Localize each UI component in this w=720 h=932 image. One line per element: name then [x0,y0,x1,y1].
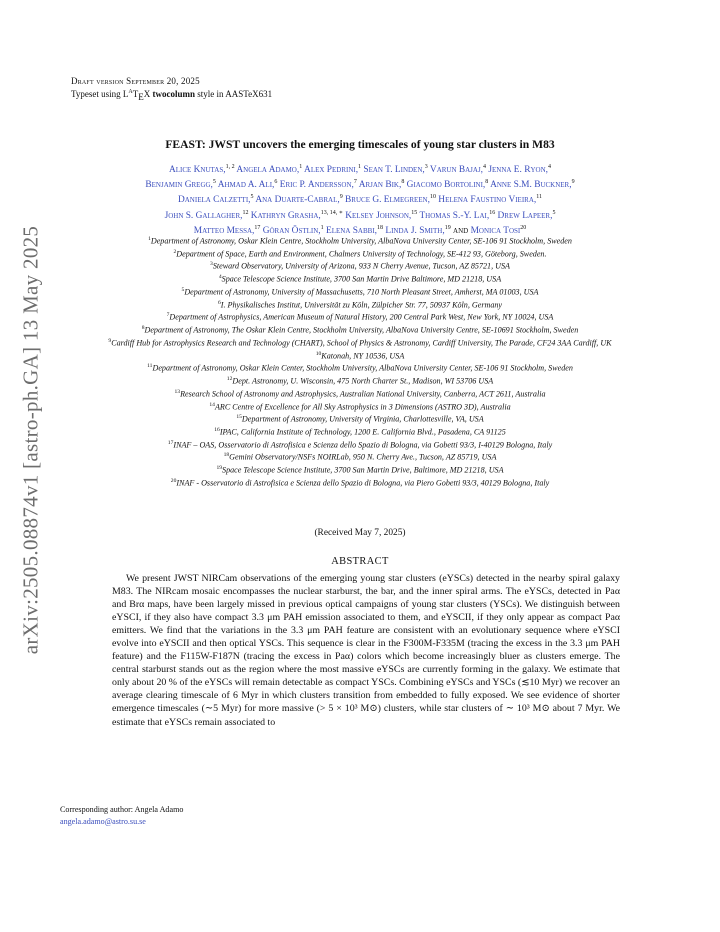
affiliation-item [56,272,664,285]
affiliation-text: Cardiff Hub for Astrophysics Research and Technology (CHART), School of Physics & Astronomy, Cardiff University, The Parade, CF24 3AA Cardiff, UK [111,338,612,348]
author-affiliation-mark: 1 [299,164,303,170]
affiliation-item [56,425,664,438]
author-line [60,191,660,206]
author-name[interactable]: Drew Lapeer, [497,210,553,221]
affiliation-text: Dept. Astronomy, U. Wisconsin, 475 North Charter St., Madison, WI 53706 USA [232,376,494,386]
author-name[interactable]: Sean T. Linden, [363,165,425,176]
author-name: and [453,226,469,236]
affiliation-text: Research School of Astronomy and Astrophysics, Australian National University, Canberra, ACT 2611, Australia [180,389,546,399]
author-name[interactable]: Kelsey Johnson, [345,210,412,221]
author-line [60,176,660,191]
author-line [60,207,660,222]
author-name[interactable]: Bruce G. Elmegreen, [345,195,430,206]
affiliation-number: 7 [166,312,170,319]
draft-header [71,76,272,103]
author-affiliation-mark: 7 [353,179,357,186]
arxiv-identifier: arXiv:2505.08874v1 [astro-ph.GA] 13 May 2025 [18,225,43,655]
author-affiliation-mark: 1 [320,224,324,231]
draft-version-line: Draft version September 20, 2025 [71,76,200,86]
author-affiliation-mark: 16 [489,209,496,216]
author-affiliation-mark: 3 [424,164,428,170]
latex-logo: $L^AT_EX$ [122,89,151,102]
author-affiliation-mark: 9 [339,194,343,201]
affiliation-number: 17 [167,439,174,446]
affiliation-number: 6 [217,299,221,306]
arxiv-sidebar [11,225,51,655]
affiliation-item [56,234,664,247]
author-name[interactable]: Ana Duarte-Cabral, [255,195,340,206]
author-name[interactable]: Thomas S.-Y. Lai, [419,210,490,221]
affiliation-item [56,438,664,451]
author-name[interactable]: Helena Faustino Vieira, [438,195,537,206]
corresponding-author [60,804,183,828]
affiliation-item [56,400,664,413]
author-name[interactable]: Angela Adamo, [236,165,300,176]
affiliation-list [56,234,664,489]
author-name[interactable]: Elena Sabbi, [325,226,377,236]
author-name[interactable]: Eric P. Andersson, [279,180,354,191]
affiliation-number: 13 [174,388,181,395]
affiliation-text: Department of Astronomy, Oskar Klein Center, Stockholm University, AlbaNova University Center, SE-106 91 Stockholm, Sweden [152,364,573,374]
author-name[interactable]: Alex Pedrini, [304,165,359,176]
author-name[interactable]: Alice Knutas, [169,165,226,176]
affiliation-number: 2 [173,248,177,255]
affiliation-number: 20 [170,477,177,484]
author-affiliation-mark: 10 [429,194,436,201]
affiliation-number: 3 [210,261,213,268]
affiliation-text: Department of Astronomy, The Oskar Klein Centre, Stockholm University, AlbaNova University Centre, SE-10691 Stockholm, Sweden [144,325,579,335]
author-name[interactable]: Benjamin Gregg, [145,180,213,191]
affiliation-text: Department of Space, Earth and Environment, Chalmers University of Technology, SE-412 93, Göteborg, Sweden. [176,249,547,259]
affiliation-item [56,323,664,336]
affiliation-item [56,259,664,272]
affiliation-item [56,412,664,425]
affiliation-number: 19 [216,465,223,472]
received-date: (Received May 7, 2025) [314,528,406,538]
affiliation-item [56,387,664,400]
affiliation-item [56,247,664,260]
affiliation-text: Katonah, NY 10536, USA [321,351,405,361]
affiliation-item [56,336,664,349]
affiliation-number: 11 [147,363,153,370]
author-affiliation-mark: 6 [274,179,278,186]
author-name[interactable]: Giacomo Bortolini, [406,180,486,191]
affiliation-number: 4 [218,274,222,281]
author-affiliation-mark: 9 [571,179,575,186]
corresponding-author-email[interactable]: angela.adamo@astro.su.se [60,817,146,826]
author-affiliation-mark: 5 [250,194,254,201]
author-affiliation-mark: 19 [444,224,451,231]
affiliation-number: 15 [236,414,242,421]
author-name[interactable]: Arjan Bik, [358,180,402,191]
affiliation-item [56,374,664,387]
affiliation-item [56,349,664,362]
author-name[interactable]: Matteo Messa, [193,226,255,236]
affiliation-number: 5 [181,286,185,293]
author-affiliation-mark: 13, 14, ∗ [320,209,343,216]
author-affiliation-mark: 15 [411,209,418,216]
paper-title: FEAST: JWST uncovers the emerging timescales of young star clusters in M83 [165,138,555,151]
affiliation-item [56,298,664,311]
author-name[interactable]: Daniela Calzetti, [177,195,251,206]
affiliation-text: Space Telescope Science Institute, 3700 San Martin Drive, Baltimore, MD 21218, USA [222,465,504,475]
author-affiliation-mark: 12 [242,209,249,216]
affiliation-text: I. Physikalisches Institut, Universität zu Köln, Zülpicher Str. 77, 50937 Köln, Germany [220,300,503,310]
abstract-text: We present JWST NIRCam observations of the emerging young star clusters (eYSCs) detected in the nearby spiral galaxy M83. The NIRcam mosaic encompasses the nuclear starburst, the bar, and the inner spiral arms. The eYSCs, detected in Paα and Brα maps, have been largely missed in previous optical campaigns of young star clusters (YSCs). We distinguish between eYSCI, if they also have compact 3.3 μm PAH emission associated to them, and eYSCII, if they only appear as compact Paα emitters. We find that the variations in the 3.3 μm PAH feature are consistent with an evolutionary sequence where eYSCI evolve into eYSCII and then optical YSCs. This sequence is clear in the F300M-F335M (tracing the excess in the 3.3 μm PAH feature) and the F115W-F187N (tracing the excess in Paα) colors which become increasingly bluer as clusters emerge. The central starburst stands out as the region where the most massive eYSCs are currently forming in the galaxy. We estimate that only about 20 % of the eYSCs will remain detectable as compact YSCs. Combining eYSCs and YSCs (≲10 Myr) we recover an average clearing timescale of 6 Myr in which clusters transition from embedded to fully exposed. We see evidence of shorter emergence timescales (∼5 Myr) for more massive (> 5 × 10³ M⊙) clusters, while star clusters of ∼ 10³ M⊙ about 7 Myr. We estimate that eYSCs remain associated to [112,573,620,728]
affiliation-item [56,476,664,489]
author-line [60,161,660,176]
author-affiliation-mark: 8 [485,179,489,186]
affiliation-number: 9 [108,337,112,344]
author-affiliation-mark: 1 [358,164,362,170]
affiliation-number: 12 [226,376,233,383]
affiliation-text: Gemini Observatory/NSFs NOIRLab, 950 N. Cherry Ave., Tucson, AZ 85719, USA [229,453,497,463]
affiliation-number: 14 [209,401,215,408]
affiliation-text: ARC Centre of Excellence for All Sky Astrophysics in 3 Dimensions (ASTRO 3D), Australia [214,402,511,412]
affiliation-item [56,463,664,476]
affiliation-item [56,361,664,374]
affiliation-number: 18 [223,452,230,459]
author-affiliation-mark: 4 [483,164,487,170]
affiliation-item [56,310,664,323]
author-name[interactable]: Jenna E. Ryon, [488,165,548,176]
author-affiliation-mark: 8 [401,179,405,186]
affiliation-text: IPAC, California Institute of Technology, 1200 E. California Blvd., Pasadena, CA 91125 [219,427,506,437]
affiliation-item [56,285,664,298]
affiliation-number: 1 [148,236,151,242]
corresponding-author-label: Corresponding author: Angela Adamo [60,805,184,814]
author-name[interactable]: Varun Bajaj, [429,165,484,176]
author-name[interactable]: Göran Östlin, [262,226,321,236]
affiliation-text: Department of Astrophysics, American Museum of Natural History, 200 Central Park West, New York, NY 10024, USA [169,313,554,323]
author-affiliation-mark: 1, 2 [225,164,235,170]
author-affiliation-mark: 20 [520,224,527,231]
author-name[interactable]: Monica Tosi [470,226,521,236]
typeset-line: Typeset using $L^AT_EX$ twocolumn style in AASTeX631 [71,89,273,102]
author-list [60,161,660,237]
author-affiliation-mark: 4 [548,164,551,170]
abstract-heading: ABSTRACT [331,556,389,567]
typeset-style: twocolumn [152,89,195,99]
author-affiliation-mark: 18 [377,224,383,231]
affiliation-text: Department of Astronomy, University of Massachusetts, 710 North Pleasant Street, Amherst, MA 01003, USA [184,287,539,297]
author-affiliation-mark: 5 [212,179,216,186]
affiliation-text: INAF – OAS, Osservatorio di Astrofisica e Scienza dello Spazio di Bologna, via Gobetti 93/3, I-40129 Bologna, Italy [173,440,553,450]
author-name[interactable]: John S. Gallagher, [164,210,243,221]
author-name[interactable]: Anne S.M. Buckner, [490,180,572,191]
affiliation-item [56,450,664,463]
affiliation-text: INAF - Osservatorio di Astrofisica e Scienza dello Spazio di Bologna, via Piero Gobetti 93/3, 40129 Bologna, Italy [176,478,550,488]
affiliation-number: 8 [141,325,145,332]
affiliation-text: Department of Astronomy, University of Virginia, Charlottesville, VA, USA [241,414,484,424]
affiliation-text: Department of Astronomy, Oskar Klein Centre, Stockholm University, AlbaNova University Center, SE-106 91 Stockholm, Sweden [150,236,572,246]
affiliation-text: Space Telescope Science Institute, 3700 San Martin Drive Baltimore, MD 21218, USA [221,274,502,284]
affiliation-number: 10 [315,350,322,357]
author-affiliation-mark: 11 [536,194,543,201]
author-affiliation-mark: 17 [254,224,261,231]
author-affiliation-mark: 5 [552,209,556,216]
author-name[interactable]: Linda J. Smith, [385,226,445,236]
author-name[interactable]: Kathryn Grasha, [250,210,321,221]
affiliation-text: Steward Observatory, University of Arizona, 933 N Cherry Avenue, Tucson, AZ 85721, USA [212,262,510,272]
affiliation-number: 16 [214,427,220,434]
author-name[interactable]: Ahmad A. Ali, [217,180,275,191]
